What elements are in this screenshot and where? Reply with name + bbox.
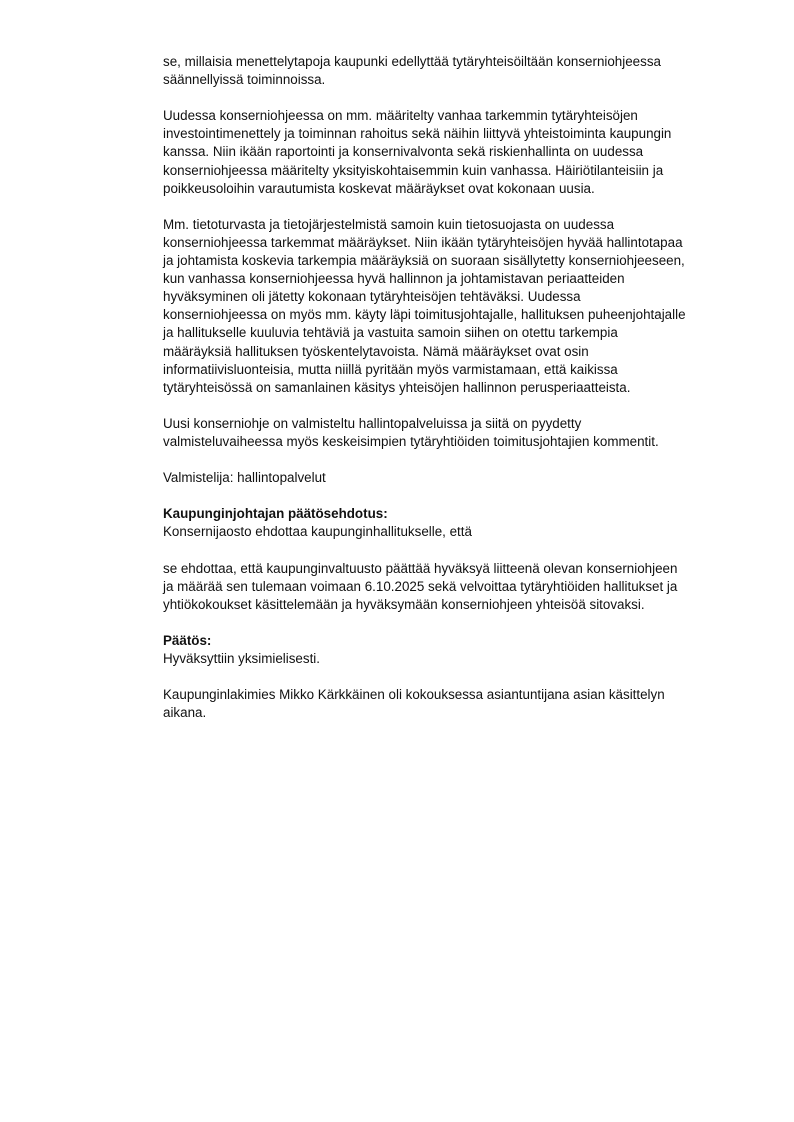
text-line: Uusi konserniohje on valmisteltu hallintopalveluissa ja siitä on pyydetty — [163, 415, 582, 431]
text-line: säännellyissä toiminnoissa. — [163, 72, 326, 88]
text-line: tytäryhteisössä on samanlainen käsitys yhteisöjen hallinnon perusperiaatteista. — [163, 379, 631, 395]
text-line: Mm. tietoturvasta ja tietojärjestelmistä samoin kuin tietosuojasta on uudessa — [163, 216, 615, 232]
preparer-line: Valmistelija: hallintopalvelut — [163, 470, 326, 486]
text-line: ja hallitukselle kuuluvia tehtäviä ja vastuita samoin siihen on otettu tarkempia — [163, 325, 618, 341]
text-line: hyväksyminen oli jätetty kokonaan tytäryhteisöjen tehtäväksi. Uudessa — [163, 289, 581, 305]
text-line: poikkeusoloihin varautumista koskevat määräykset ovat kokonaan uusia. — [163, 180, 595, 196]
text-line: konserniohjeessa on myös mm. käyty läpi toimitusjohtajalle, hallituksen puheenjohtajalle — [163, 307, 686, 323]
proposal-intro: Konsernijaosto ehdottaa kaupunginhallitukselle, että — [163, 524, 472, 540]
document-page — [163, 53, 743, 741]
decision-heading: Päätös: — [163, 633, 212, 648]
paragraph-regulated-functions — [163, 53, 743, 89]
text-line: kun vanhassa konserniohjeessa hyvä hallinnon ja johtamistavan periaatteiden — [163, 271, 625, 287]
text-line: yhtiökokoukset käsittelemään ja hyväksymään konserniohjeen yhteisöä sitovaksi. — [163, 596, 645, 612]
paragraph-preparation — [163, 415, 743, 451]
text-line: valmisteluvaiheessa myös keskeisimpien tytäryhtiöiden toimitusjohtajien kommentit. — [163, 433, 659, 449]
text-line: aikana. — [163, 705, 207, 721]
paragraph-preparer — [163, 469, 743, 487]
paragraph-information-security-governance — [163, 216, 743, 397]
proposal-body — [163, 560, 743, 614]
text-line: määräyksiä hallituksen työskentelytavoista. Nämä määräykset ovat osin — [163, 343, 589, 359]
proposal-section — [163, 505, 743, 541]
paragraph-new-guideline-investments — [163, 107, 743, 197]
text-line: se ehdottaa, että kaupunginvaltuusto päättää hyväksyä liitteenä olevan konserniohjeen — [163, 560, 678, 576]
proposal-heading: Kaupunginjohtajan päätösehdotus: — [163, 506, 388, 522]
text-line: investointimenettely ja toiminnan rahoitus sekä näihin liittyvä yhteistoiminta kaupungin — [163, 126, 672, 142]
text-line: informatiivisluonteisia, mutta niillä pyritään myös varmistamaan, että kaikissa — [163, 361, 618, 377]
decision-section — [163, 632, 743, 668]
text-line: Uudessa konserniohjeessa on mm. määritelty vanhaa tarkemmin tytäryhteisöjen — [163, 108, 638, 124]
text-line: ja määrää sen tulemaan voimaan 6.10.2025 sekä velvoittaa tytäryhtiöiden hallitukset ja — [163, 578, 678, 594]
text-line: kanssa. Niin ikään raportointi ja konsernivalvonta sekä riskienhallinta on uudessa — [163, 144, 644, 160]
text-line: konserniohjeessa tarkemmat määräykset. Niin ikään tytäryhteisöjen hyvää hallintotapaa — [163, 234, 683, 250]
decision-text: Hyväksyttiin yksimielisesti. — [163, 651, 320, 667]
text-line: konserniohjeessa määritelty yksityiskohtaisemmin kuin vanhassa. Häiriötilanteisiin ja — [163, 162, 664, 178]
expert-note — [163, 686, 743, 722]
text-line: Kaupunginlakimies Mikko Kärkkäinen oli kokouksessa asiantuntijana asian käsittelyn — [163, 687, 665, 703]
text-line: ja johtamista koskevia tarkempia määräyksiä on suoraan sisällytetty konserniohjeeseen, — [163, 253, 685, 269]
text-line: se, millaisia menettelytapoja kaupunki edellyttää tytäryhteisöiltään konserniohjeessa — [163, 54, 661, 69]
